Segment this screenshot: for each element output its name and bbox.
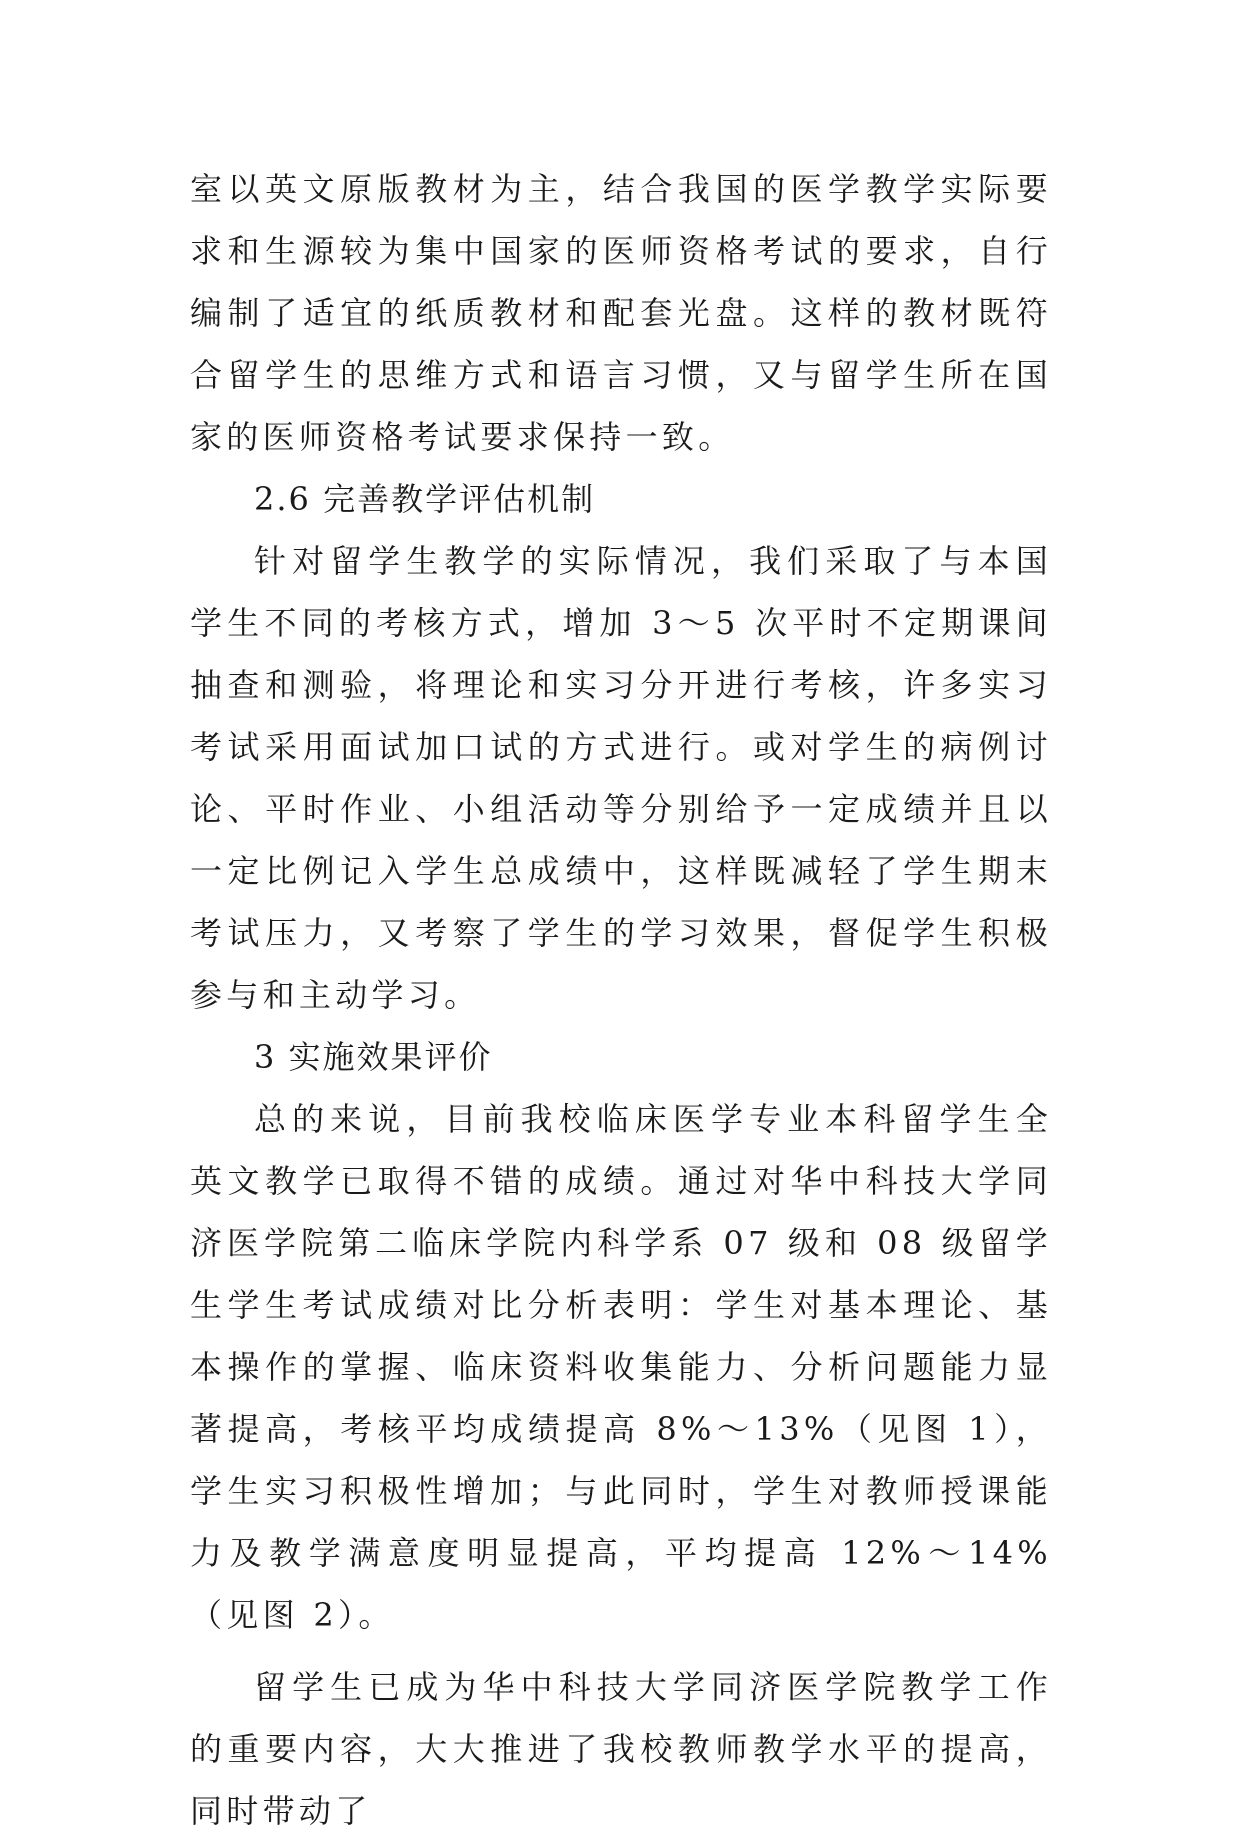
paragraph-results: 总的来说，目前我校临床医学专业本科留学生全英文教学已取得不错的成绩。通过对华中科技大学同济医学院第二临床学院内科学系 07 级和 08 级留学生学生考试成绩对比分析表明：学生对基本理论、基本操作的掌握、临床资料收集能力、分析问题能力显著提高，考核平均成绩提高 8%～13%（见图 1），学生实习积极性增加；与此同时，学生对教师授课能力及教学满意度明显提高，平均提高 12%～14%（见图 2）。 <box>190 1100 1052 1634</box>
section-heading-2-6: 2.6 完善教学评估机制 <box>254 480 596 518</box>
paragraph-evaluation: 针对留学生教学的实际情况，我们采取了与本国学生不同的考核方式，增加 3～5 次平时不定期课间抽查和测验，将理论和实习分开进行考核，许多实习考试采用面试加口试的方式进行。或对学生的病例讨论、平时作业、小组活动等分别给予一定成绩并且以一定比例记入学生总成绩中，这样既减轻了学生期末考试压力，又考察了学生的学习效果，督促学生积极参与和主动学习。 <box>190 542 1052 1014</box>
paragraph-conclusion: 留学生已成为华中科技大学同济医学院教学工作的重要内容，大大推进了我校教师教学水平的提高，同时带动了 <box>190 1668 1052 1830</box>
document-body <box>190 158 1052 1842</box>
section-heading-3: 3 实施效果评价 <box>254 1038 493 1076</box>
paragraph-textbook: 室以英文原版教材为主，结合我国的医学教学实际要求和生源较为集中国家的医师资格考试的要求，自行编制了适宜的纸质教材和配套光盘。这样的教材既符合留学生的思维方式和语言习惯，又与留学生所在国家的医师资格考试要求保持一致。 <box>190 170 1052 456</box>
